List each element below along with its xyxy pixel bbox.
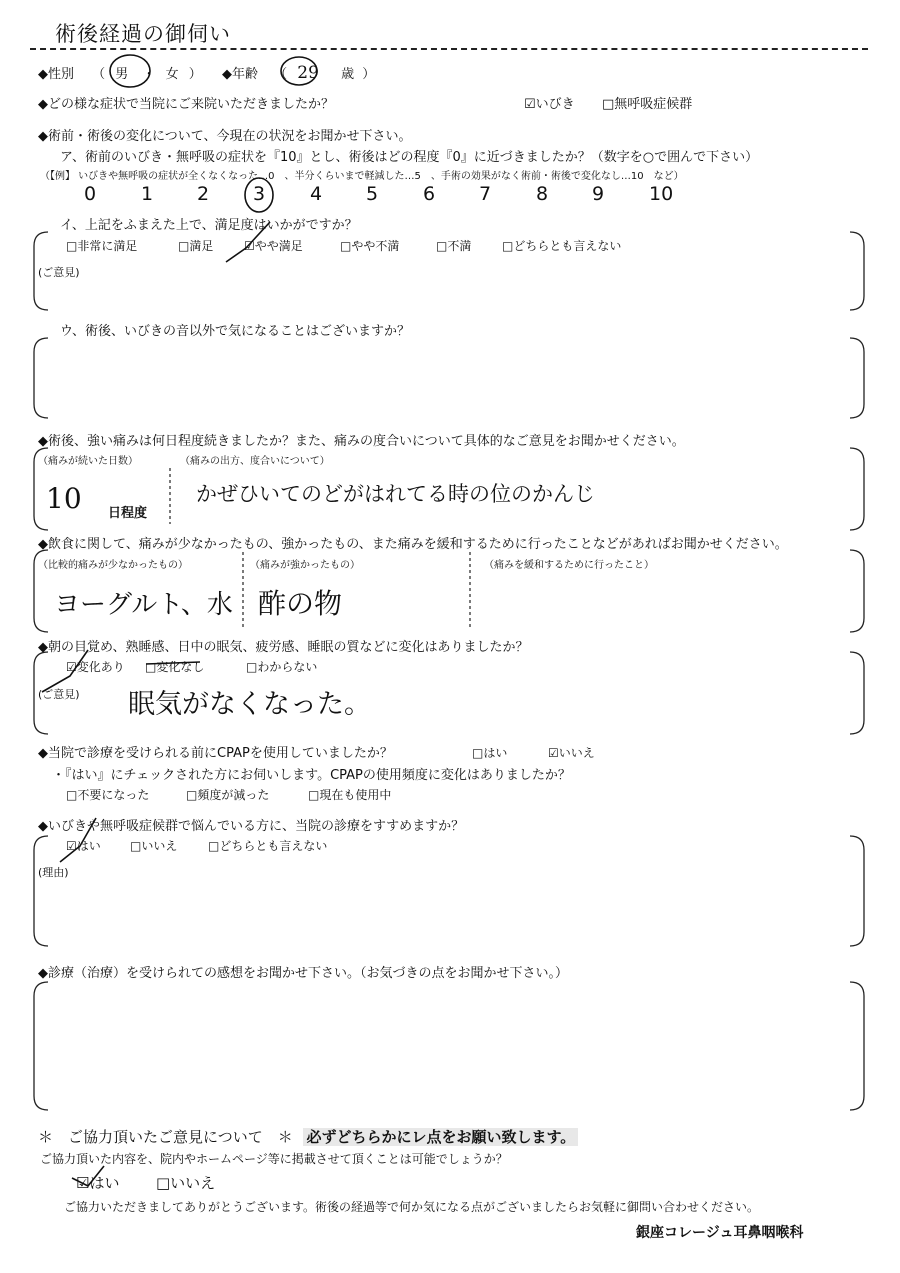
food-col1-value[interactable]: ヨーグルト、水 — [54, 590, 233, 620]
change-example: （【例】 いびきや無呼吸の症状が全くなくなった…0 、半分くらいまで軽減した…5 、手術の効果がなく術前・術後で変化なし…10 など） — [40, 171, 684, 182]
sleep-opinion-value[interactable]: 眠気がなくなった。 — [128, 689, 371, 720]
recommend-option-no[interactable]: □いいえ — [130, 839, 178, 853]
consent-heading-required: 必ずどちらかにレ点をお願い致します。 — [303, 1128, 578, 1146]
page-title: 術後経過の御伺い — [55, 22, 231, 46]
change-scale-9[interactable]: 9 — [592, 183, 605, 205]
cpap-yes-option[interactable]: □はい — [472, 746, 508, 760]
cpap-option-still[interactable]: □現在も使用中 — [308, 788, 392, 802]
pain-question: ◆術後、強い痛みは何日程度続きましたか？また、痛みの度合いについて具体的なご意見をお聞かせください。 — [38, 434, 685, 449]
food-question: ◆飲食に関して、痛みが少なかったもの、強かったもの、また痛みを緩和するために行ったことなどがあればお聞かせください。 — [38, 537, 788, 552]
change-scale-3[interactable]: 3 — [253, 183, 266, 205]
change-scale-6[interactable]: 6 — [423, 183, 436, 205]
sleep-option-changed[interactable]: ☑変化あり — [66, 660, 125, 674]
title-divider — [30, 48, 868, 50]
recommend-reason-label: (理由) — [38, 866, 69, 879]
cpap-option-reduced[interactable]: □頻度が減った — [186, 788, 270, 802]
change-scale-0[interactable]: 0 — [84, 183, 97, 205]
pain-degree-label: （痛みの出方、度合いについて） — [180, 456, 330, 467]
satisfaction-question: イ、上記をふまえた上で、満足度はいかがですか？ — [60, 218, 358, 233]
satisfaction-option-somewhat[interactable]: ☑やや満足 — [244, 239, 303, 253]
symptom-question: ◆どの様な症状で当院にご来院いただきましたか？ — [38, 97, 334, 112]
pain-days-unit: 日程度 — [108, 506, 148, 521]
sleep-opinion-label: (ご意見) — [38, 688, 80, 701]
cpap-option-unneeded[interactable]: □不要になった — [66, 788, 150, 802]
pain-days-value[interactable]: 10 — [46, 482, 82, 515]
satisfaction-option-somewhat-dis[interactable]: □やや不満 — [340, 239, 400, 253]
cpap-no-option[interactable]: ☑いいえ — [548, 746, 595, 760]
satisfaction-option-neither[interactable]: □どちらとも言えない — [502, 239, 622, 253]
age-open: （ — [274, 67, 288, 82]
sleep-option-unknown[interactable]: □わからない — [246, 660, 318, 674]
cpap-followup: ・『はい』にチェックされた方にお伺いします。CPAPの使用頻度に変化はありましたか？ — [52, 768, 571, 783]
change-scale-7[interactable]: 7 — [479, 183, 492, 205]
change-scale-2[interactable]: 2 — [197, 183, 210, 205]
sex-female-option[interactable]: 女 — [165, 67, 179, 82]
change-question: ◆術前・術後の変化について、今現在の状況をお聞かせ下さい。 — [38, 129, 412, 144]
cpap-question: ◆当院で診療を受けられる前にCPAPを使用していましたか？ — [38, 746, 393, 761]
clinic-name: 銀座コレージュ耳鼻咽喉科 — [636, 1225, 804, 1241]
change-scale-4[interactable]: 4 — [310, 183, 323, 205]
satisfaction-option-very[interactable]: □非常に満足 — [66, 239, 138, 253]
sleep-question: ◆朝の目覚め、熟睡感、日中の眠気、疲労感、睡眠の質などに変化はありましたか？ — [38, 640, 529, 655]
recommend-option-yes[interactable]: ☑はい — [66, 839, 101, 853]
sex-separator: ・ — [142, 67, 156, 82]
satisfaction-opinion-label: (ご意見) — [38, 266, 80, 279]
symptom-option-snoring[interactable]: ☑いびき — [524, 97, 575, 112]
satisfaction-option-dissatisfied[interactable]: □不満 — [436, 239, 472, 253]
age-value[interactable]: 29 — [297, 63, 319, 83]
consent-yes-option[interactable]: ☑はい — [76, 1174, 120, 1192]
sex-label: ◆性別 — [38, 67, 74, 82]
age-row — [222, 63, 375, 83]
consent-heading — [38, 1126, 578, 1147]
sex-close: ） — [188, 67, 202, 82]
sex-row — [38, 63, 202, 82]
change-scale-8[interactable]: 8 — [536, 183, 549, 205]
consent-heading-note: ＊ ご協力頂いたご意見について ＊ — [38, 1128, 293, 1146]
food-col2-value[interactable]: 酢の物 — [258, 587, 343, 620]
consent-no-option[interactable]: □いいえ — [156, 1174, 216, 1192]
pain-degree-value[interactable]: かぜひいてのどがはれてる時の位のかんじ — [196, 482, 595, 506]
food-col3-label: （痛みを緩和するために行ったこと） — [484, 560, 654, 571]
change-scale-1[interactable]: 1 — [141, 183, 154, 205]
sex-open: （ — [92, 67, 106, 82]
age-close: ） — [362, 67, 376, 82]
other-question: ウ、術後、いびきの音以外で気になることはございますか？ — [60, 324, 410, 339]
change-scale-10[interactable]: 10 — [649, 183, 674, 205]
change-question-a: ア、術前のいびき・無呼吸の症状を『10』とし、術後はどの程度『0』に近づきましたか？（数字を○で囲んで下さい） — [60, 150, 759, 165]
sex-male-option[interactable]: 男 — [115, 67, 129, 82]
consent-question: ご協力頂いた内容を、院内やホームページ等に掲載させて頂くことは可能でしょうか？ — [40, 1152, 508, 1166]
impression-question: ◆診療（治療）を受けられての感想をお聞かせ下さい。（お気づきの点をお聞かせ下さい。） — [38, 966, 568, 981]
food-col1-label: （比較的痛みが少なかったもの） — [38, 560, 188, 571]
age-unit: 歳 — [341, 67, 355, 82]
food-col2-label: （痛みが強かったもの） — [250, 560, 360, 571]
change-scale-5[interactable]: 5 — [366, 183, 379, 205]
satisfaction-option-satisfied[interactable]: □満足 — [178, 239, 214, 253]
sleep-option-unchanged[interactable]: □変化なし — [145, 660, 205, 674]
thanks-message: ご協力いただきましてありがとうございます。術後の経過等で何か気になる点がございましたらお気軽に御問い合わせください。 — [64, 1200, 760, 1214]
age-label: ◆年齢 — [222, 67, 258, 82]
symptom-option-apnea[interactable]: □無呼吸症候群 — [602, 97, 693, 112]
pain-days-label: （痛みが続いた日数） — [38, 456, 138, 467]
recommend-option-neither[interactable]: □どちらとも言えない — [208, 839, 328, 853]
recommend-question: ◆いびきや無呼吸症候群で悩んでいる方に、当院の診療をすすめますか？ — [38, 819, 465, 834]
